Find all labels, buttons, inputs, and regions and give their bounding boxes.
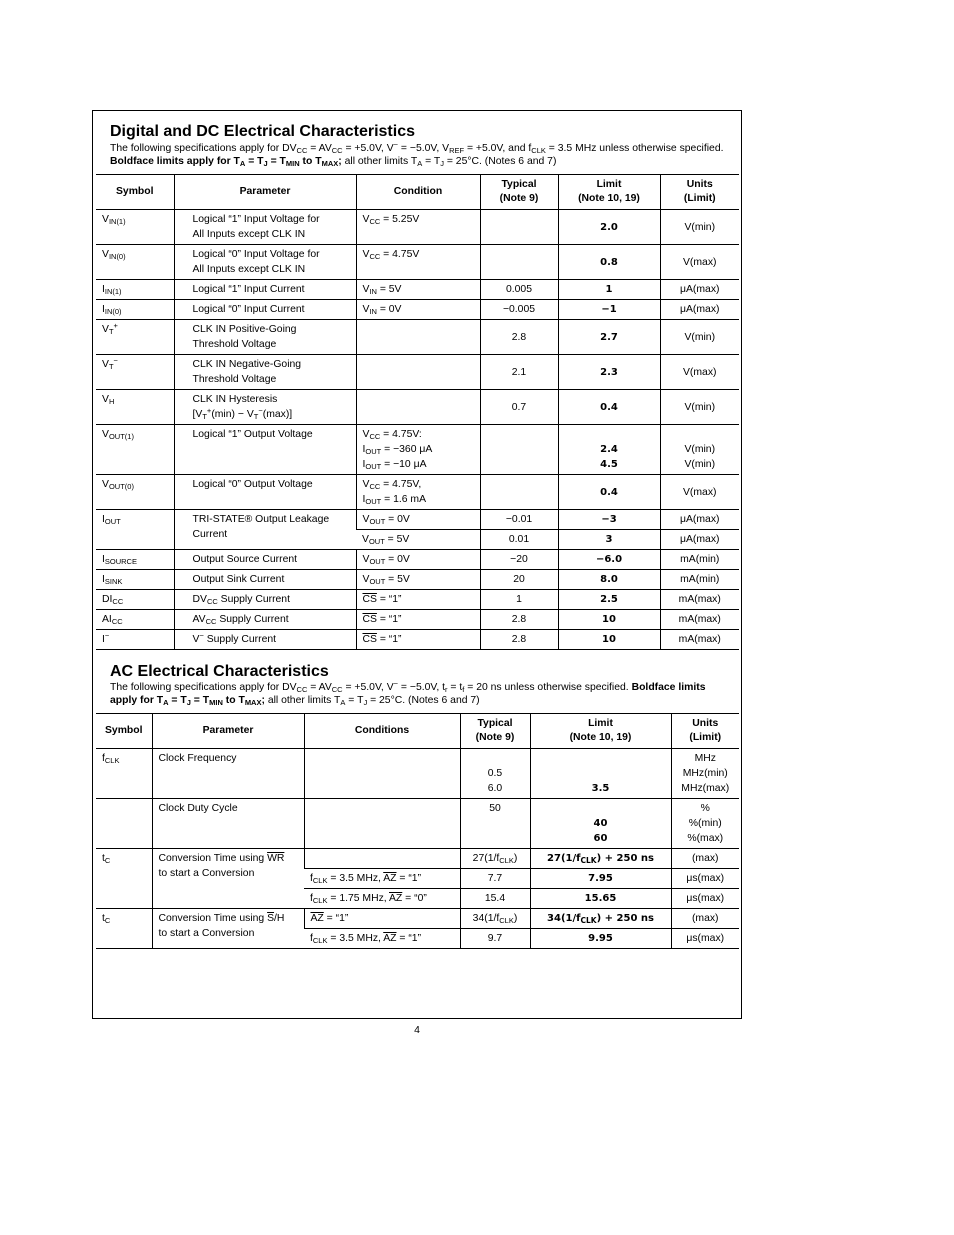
typical-label: Typical: [477, 718, 513, 729]
parameter-line: to start a Conversion: [158, 868, 255, 879]
limit-cell: [530, 799, 671, 849]
units-cell: mA(max): [660, 610, 739, 630]
symbol-cell: $t_C$: [96, 849, 152, 909]
limit-cell: 0.4: [558, 475, 660, 510]
units-cell: μA(max): [660, 280, 739, 300]
typical-cell: 2.1: [480, 355, 558, 390]
units-cell: mA(min): [660, 570, 739, 590]
typical-cell: 50: [460, 799, 530, 849]
units-value: %: [700, 803, 710, 814]
table-row: [96, 909, 739, 929]
symbol-cell: $I_{SOURCE}$: [96, 550, 174, 570]
table-row: [96, 475, 739, 510]
typical-cell: 0.005: [480, 280, 558, 300]
units-cell: μA(max): [660, 300, 739, 320]
table-row: [96, 510, 739, 530]
limit-cell: 2.3: [558, 355, 660, 390]
units-cell: μs(max): [671, 929, 739, 949]
table-row: [96, 355, 739, 390]
table-row: [96, 245, 739, 280]
condition-cell: [356, 390, 480, 425]
typical-cell: 20: [480, 570, 558, 590]
condition-cell: $V_{OUT} = 5V$: [356, 530, 480, 550]
typical-cell: $27(1/f_{CLK})$: [460, 849, 530, 869]
symbol-cell: $V_{IN(1)}$: [96, 210, 174, 245]
parameter-line: Current: [192, 529, 228, 540]
typical-cell: 2.8: [480, 610, 558, 630]
condition-cell: $\overline{AZ}$ = “1”: [304, 909, 460, 929]
parameter-line: Logical “0” Input Voltage for: [192, 249, 320, 260]
typical-cell: 0.7: [480, 390, 558, 425]
typical-cell: [480, 245, 558, 280]
parameter-line: to start a Conversion: [158, 928, 255, 939]
limit-note: (Note 10, 19): [578, 193, 640, 204]
parameter-line: Threshold Voltage: [192, 339, 277, 350]
typical-cell: [480, 425, 558, 475]
table-row: [96, 630, 739, 650]
condition-cell: $\overline{CS}$ = “1”: [356, 630, 480, 650]
condition-cell: $V_{OUT} = 0V$: [356, 550, 480, 570]
page-number: 4: [414, 1025, 420, 1036]
parameter-cell: Conversion Time using $\overline{WR}$ to start a Conversion: [152, 849, 304, 909]
limit-cell: 10: [558, 630, 660, 650]
parameter-cell: [174, 510, 356, 550]
table-row: [96, 749, 739, 799]
parameter-cell: [174, 355, 356, 390]
units-cell: μA(max): [660, 530, 739, 550]
parameter-line: TRI-STATE® Output Leakage: [192, 514, 330, 525]
limit-cell: 2.5: [558, 590, 660, 610]
units-cell: V(min): [660, 320, 739, 355]
condition-cell: $V_{OUT} = 0V$: [356, 510, 480, 530]
limit-value: 4.5: [600, 459, 618, 470]
condition-cell: [304, 849, 460, 869]
condition-cell: $f_{CLK} = 3.5$ MHz, $\overline{AZ}$ = “1”: [304, 869, 460, 889]
symbol-cell: $f_{CLK}$: [96, 749, 152, 799]
symbol-cell: [96, 799, 152, 849]
units-cell: mA(min): [660, 550, 739, 570]
limit-cell: $34(1/f_{CLK}) + 250$ ns: [530, 909, 671, 929]
dc-intro: The following specifications apply for $DV_{CC} = AV_{CC} = +5.0V$, V− = −5.0V, $V_{REF} = +5.0V$, and $f_{CLK} = 3.5$ MHz unless otherwise specified. Boldface limits apply for $T_A = T_J = T_{MIN}$ to $T_{MAX}$; all other limits $T_A = T_J = 25^\circ C$. (Notes 6 and 7): [110, 140, 724, 168]
typical-label: Typical: [501, 179, 537, 190]
typical-cell: 9.7: [460, 929, 530, 949]
parameter-cell: Clock Frequency: [152, 749, 304, 799]
condition-cell: $V_{OUT} = 5V$: [356, 570, 480, 590]
units-value: MHz(max): [681, 783, 730, 794]
ac-characteristics-table: [96, 713, 739, 949]
limit-value: 60: [593, 833, 608, 844]
col-typical: [480, 175, 558, 210]
limit-cell: 7.95: [530, 869, 671, 889]
typical-cell: 7.7: [460, 869, 530, 889]
typical-cell: 0.01: [480, 530, 558, 550]
parameter-line: All Inputs except CLK IN: [192, 229, 306, 240]
limit-note: (Note 10, 19): [569, 732, 632, 743]
units-cell: [660, 425, 739, 475]
parameter-cell: $DV_{CC}$ Supply Current: [174, 590, 356, 610]
parameter-cell: $AV_{CC}$ Supply Current: [174, 610, 356, 630]
units-value: V(min): [684, 444, 716, 455]
limit-cell: 15.65: [530, 889, 671, 909]
col-typical: [460, 714, 530, 749]
parameter-cell: Logical “0” Output Voltage: [174, 475, 356, 510]
parameter-cell: Logical “0” Input Current: [174, 300, 356, 320]
symbol-cell: $V_{OUT(1)}$: [96, 425, 174, 475]
limit-value: 40: [593, 818, 608, 829]
table-row: [96, 425, 739, 475]
parameter-cell: CLK IN Hysteresis $[V_T^+(\min) - V_T^-(\max)]$: [174, 390, 356, 425]
units-cell: V(max): [660, 355, 739, 390]
limit-cell: 2.0: [558, 210, 660, 245]
table-row: [96, 320, 739, 355]
parameter-cell: [174, 210, 356, 245]
limit-cell: 10: [558, 610, 660, 630]
units-label: Units: [686, 179, 713, 190]
limit-label: Limit: [588, 718, 613, 729]
col-limit: [558, 175, 660, 210]
units-cell: V(min): [660, 210, 739, 245]
symbol-cell: I−: [96, 630, 174, 650]
parameter-line: CLK IN Hysteresis: [192, 394, 278, 405]
units-cell: μA(max): [660, 510, 739, 530]
table-row: [96, 550, 739, 570]
symbol-cell: $I_{IN(1)}$: [96, 280, 174, 300]
typical-cell: 15.4: [460, 889, 530, 909]
typical-note: (Note 9): [499, 193, 539, 204]
ac-header-row: [96, 714, 739, 749]
parameter-cell: V− Supply Current: [174, 630, 356, 650]
dc-section-title: Digital and DC Electrical Characteristics: [110, 123, 415, 140]
symbol-cell: $V_H$: [96, 390, 174, 425]
limit-label: Limit: [596, 179, 622, 190]
units-label: Units: [692, 718, 719, 729]
table-row: [96, 590, 739, 610]
ac-intro: The following specifications apply for $DV_{CC} = AV_{CC} = +5.0V$, V− = −5.0V, $t_r = t_f = 20$ ns unless otherwise specified. Boldface limits apply for $T_A = T_J = T_{MIN}$ to $T_{MAX}$; all other limits $T_A = T_J = 25^\circ C$. (Notes 6 and 7): [110, 679, 706, 707]
symbol-cell: $V_{IN(0)}$: [96, 245, 174, 280]
units-cell: [671, 799, 739, 849]
table-row: [96, 280, 739, 300]
typical-cell: −0.01: [480, 510, 558, 530]
table-row: [96, 570, 739, 590]
units-cell: [671, 749, 739, 799]
limit-cell: 9.95: [530, 929, 671, 949]
symbol-cell: $I_{SINK}$: [96, 570, 174, 590]
condition-cell: $V_{CC} = 5.25V$: [356, 210, 480, 245]
units-value: %(max): [687, 833, 724, 844]
limit-cell: 8.0: [558, 570, 660, 590]
table-row: [96, 390, 739, 425]
col-units: [660, 175, 739, 210]
col-symbol: Symbol: [96, 714, 152, 749]
condition-cell: $V_{CC} = 4.75V$: [356, 245, 480, 280]
parameter-cell: [174, 320, 356, 355]
parameter-cell: Output Sink Current: [174, 570, 356, 590]
col-parameter: Parameter: [152, 714, 304, 749]
table-row: [96, 799, 739, 849]
units-cell: V(max): [660, 475, 739, 510]
typical-note: (Note 9): [475, 732, 515, 743]
parameter-line: All Inputs except CLK IN: [192, 264, 306, 275]
col-conditions: Conditions: [304, 714, 460, 749]
units-cell: mA(max): [660, 590, 739, 610]
parameter-line: Logical “1” Input Voltage for: [192, 214, 320, 225]
units-cell: mA(max): [660, 630, 739, 650]
typical-cell: −20: [480, 550, 558, 570]
limit-cell: 0.8: [558, 245, 660, 280]
limit-cell: 0.4: [558, 390, 660, 425]
units-value: V(min): [684, 459, 716, 470]
parameter-line: CLK IN Positive-Going: [192, 324, 297, 335]
limit-cell: $27(1/f_{CLK}) + 250$ ns: [530, 849, 671, 869]
condition-cell: [304, 749, 460, 799]
limit-cell: 1: [558, 280, 660, 300]
symbol-cell: $V_T^+$: [96, 320, 174, 355]
units-cell: (max): [671, 849, 739, 869]
condition-cell: $\overline{CS}$ = “1”: [356, 590, 480, 610]
typical-value: 0.5: [487, 768, 503, 779]
parameter-cell: Clock Duty Cycle: [152, 799, 304, 849]
condition-cell: $V_{IN} = 0V$: [356, 300, 480, 320]
table-row: [96, 300, 739, 320]
parameter-cell: Output Source Current: [174, 550, 356, 570]
limit-cell: [558, 425, 660, 475]
col-parameter: Parameter: [174, 175, 356, 210]
limit-cell: 3.5: [530, 749, 671, 799]
units-cell: V(min): [660, 390, 739, 425]
units-value: %(min): [688, 818, 722, 829]
condition-cell: $V_{CC} = 4.75V$: $I_{OUT} = -360$ μA $I_{OUT} = -10$ μA: [356, 425, 480, 475]
parameter-line: CLK IN Negative-Going: [192, 359, 302, 370]
col-condition: Condition: [356, 175, 480, 210]
dc-characteristics-table: [96, 174, 739, 650]
typical-cell: [480, 210, 558, 245]
limit-cell: −6.0: [558, 550, 660, 570]
units-value: MHz(min): [682, 768, 728, 779]
units-cell: V(max): [660, 245, 739, 280]
typical-cell: [460, 749, 530, 799]
col-symbol: Symbol: [96, 175, 174, 210]
limit-cell: −3: [558, 510, 660, 530]
typical-value: 6.0: [487, 783, 503, 794]
table-row: [96, 210, 739, 245]
condition-cell: $f_{CLK} = 1.75$ MHz, $\overline{AZ}$ = “0”: [304, 889, 460, 909]
dc-header-row: [96, 175, 739, 210]
typical-cell: −0.005: [480, 300, 558, 320]
symbol-cell: $V_{OUT(0)}$: [96, 475, 174, 510]
limit-cell: −1: [558, 300, 660, 320]
col-units: [671, 714, 739, 749]
symbol-cell: $AI_{CC}$: [96, 610, 174, 630]
col-limit: [530, 714, 671, 749]
condition-cell: [356, 355, 480, 390]
symbol-cell: $I_{OUT}$: [96, 510, 174, 550]
limit-value: 2.4: [600, 444, 618, 455]
symbol-cell: $I_{IN(0)}$: [96, 300, 174, 320]
symbol-cell: $t_C$: [96, 909, 152, 949]
symbol-cell: $V_T^-$: [96, 355, 174, 390]
condition-cell: $V_{IN} = 5V$: [356, 280, 480, 300]
condition-cell: $V_{CC} = 4.75V$, $I_{OUT} = 1.6$ mA: [356, 475, 480, 510]
typical-cell: 1: [480, 590, 558, 610]
parameter-cell: Logical “1” Input Current: [174, 280, 356, 300]
condition-cell: [304, 799, 460, 849]
units-note: (Limit): [683, 193, 716, 204]
parameter-cell: Logical “1” Output Voltage: [174, 425, 356, 475]
typical-cell: [480, 475, 558, 510]
ac-section-title: AC Electrical Characteristics: [110, 663, 329, 680]
typical-cell: 2.8: [480, 630, 558, 650]
parameter-cell: Conversion Time using $\overline{S}/H$ to start a Conversion: [152, 909, 304, 949]
condition-cell: [356, 320, 480, 355]
parameter-line: Threshold Voltage: [192, 374, 277, 385]
typical-cell: $34(1/f_{CLK})$: [460, 909, 530, 929]
limit-cell: 2.7: [558, 320, 660, 355]
units-cell: (max): [671, 909, 739, 929]
table-row: [96, 610, 739, 630]
parameter-cell: [174, 245, 356, 280]
units-cell: μs(max): [671, 889, 739, 909]
condition-cell: $\overline{CS}$ = “1”: [356, 610, 480, 630]
units-note: (Limit): [689, 732, 722, 743]
units-value: MHz: [694, 753, 716, 764]
units-cell: μs(max): [671, 869, 739, 889]
table-row: [96, 849, 739, 869]
typical-cell: 2.8: [480, 320, 558, 355]
limit-cell: 3: [558, 530, 660, 550]
condition-cell: $f_{CLK} = 3.5$ MHz, $\overline{AZ}$ = “1”: [304, 929, 460, 949]
symbol-cell: $DI_{CC}$: [96, 590, 174, 610]
